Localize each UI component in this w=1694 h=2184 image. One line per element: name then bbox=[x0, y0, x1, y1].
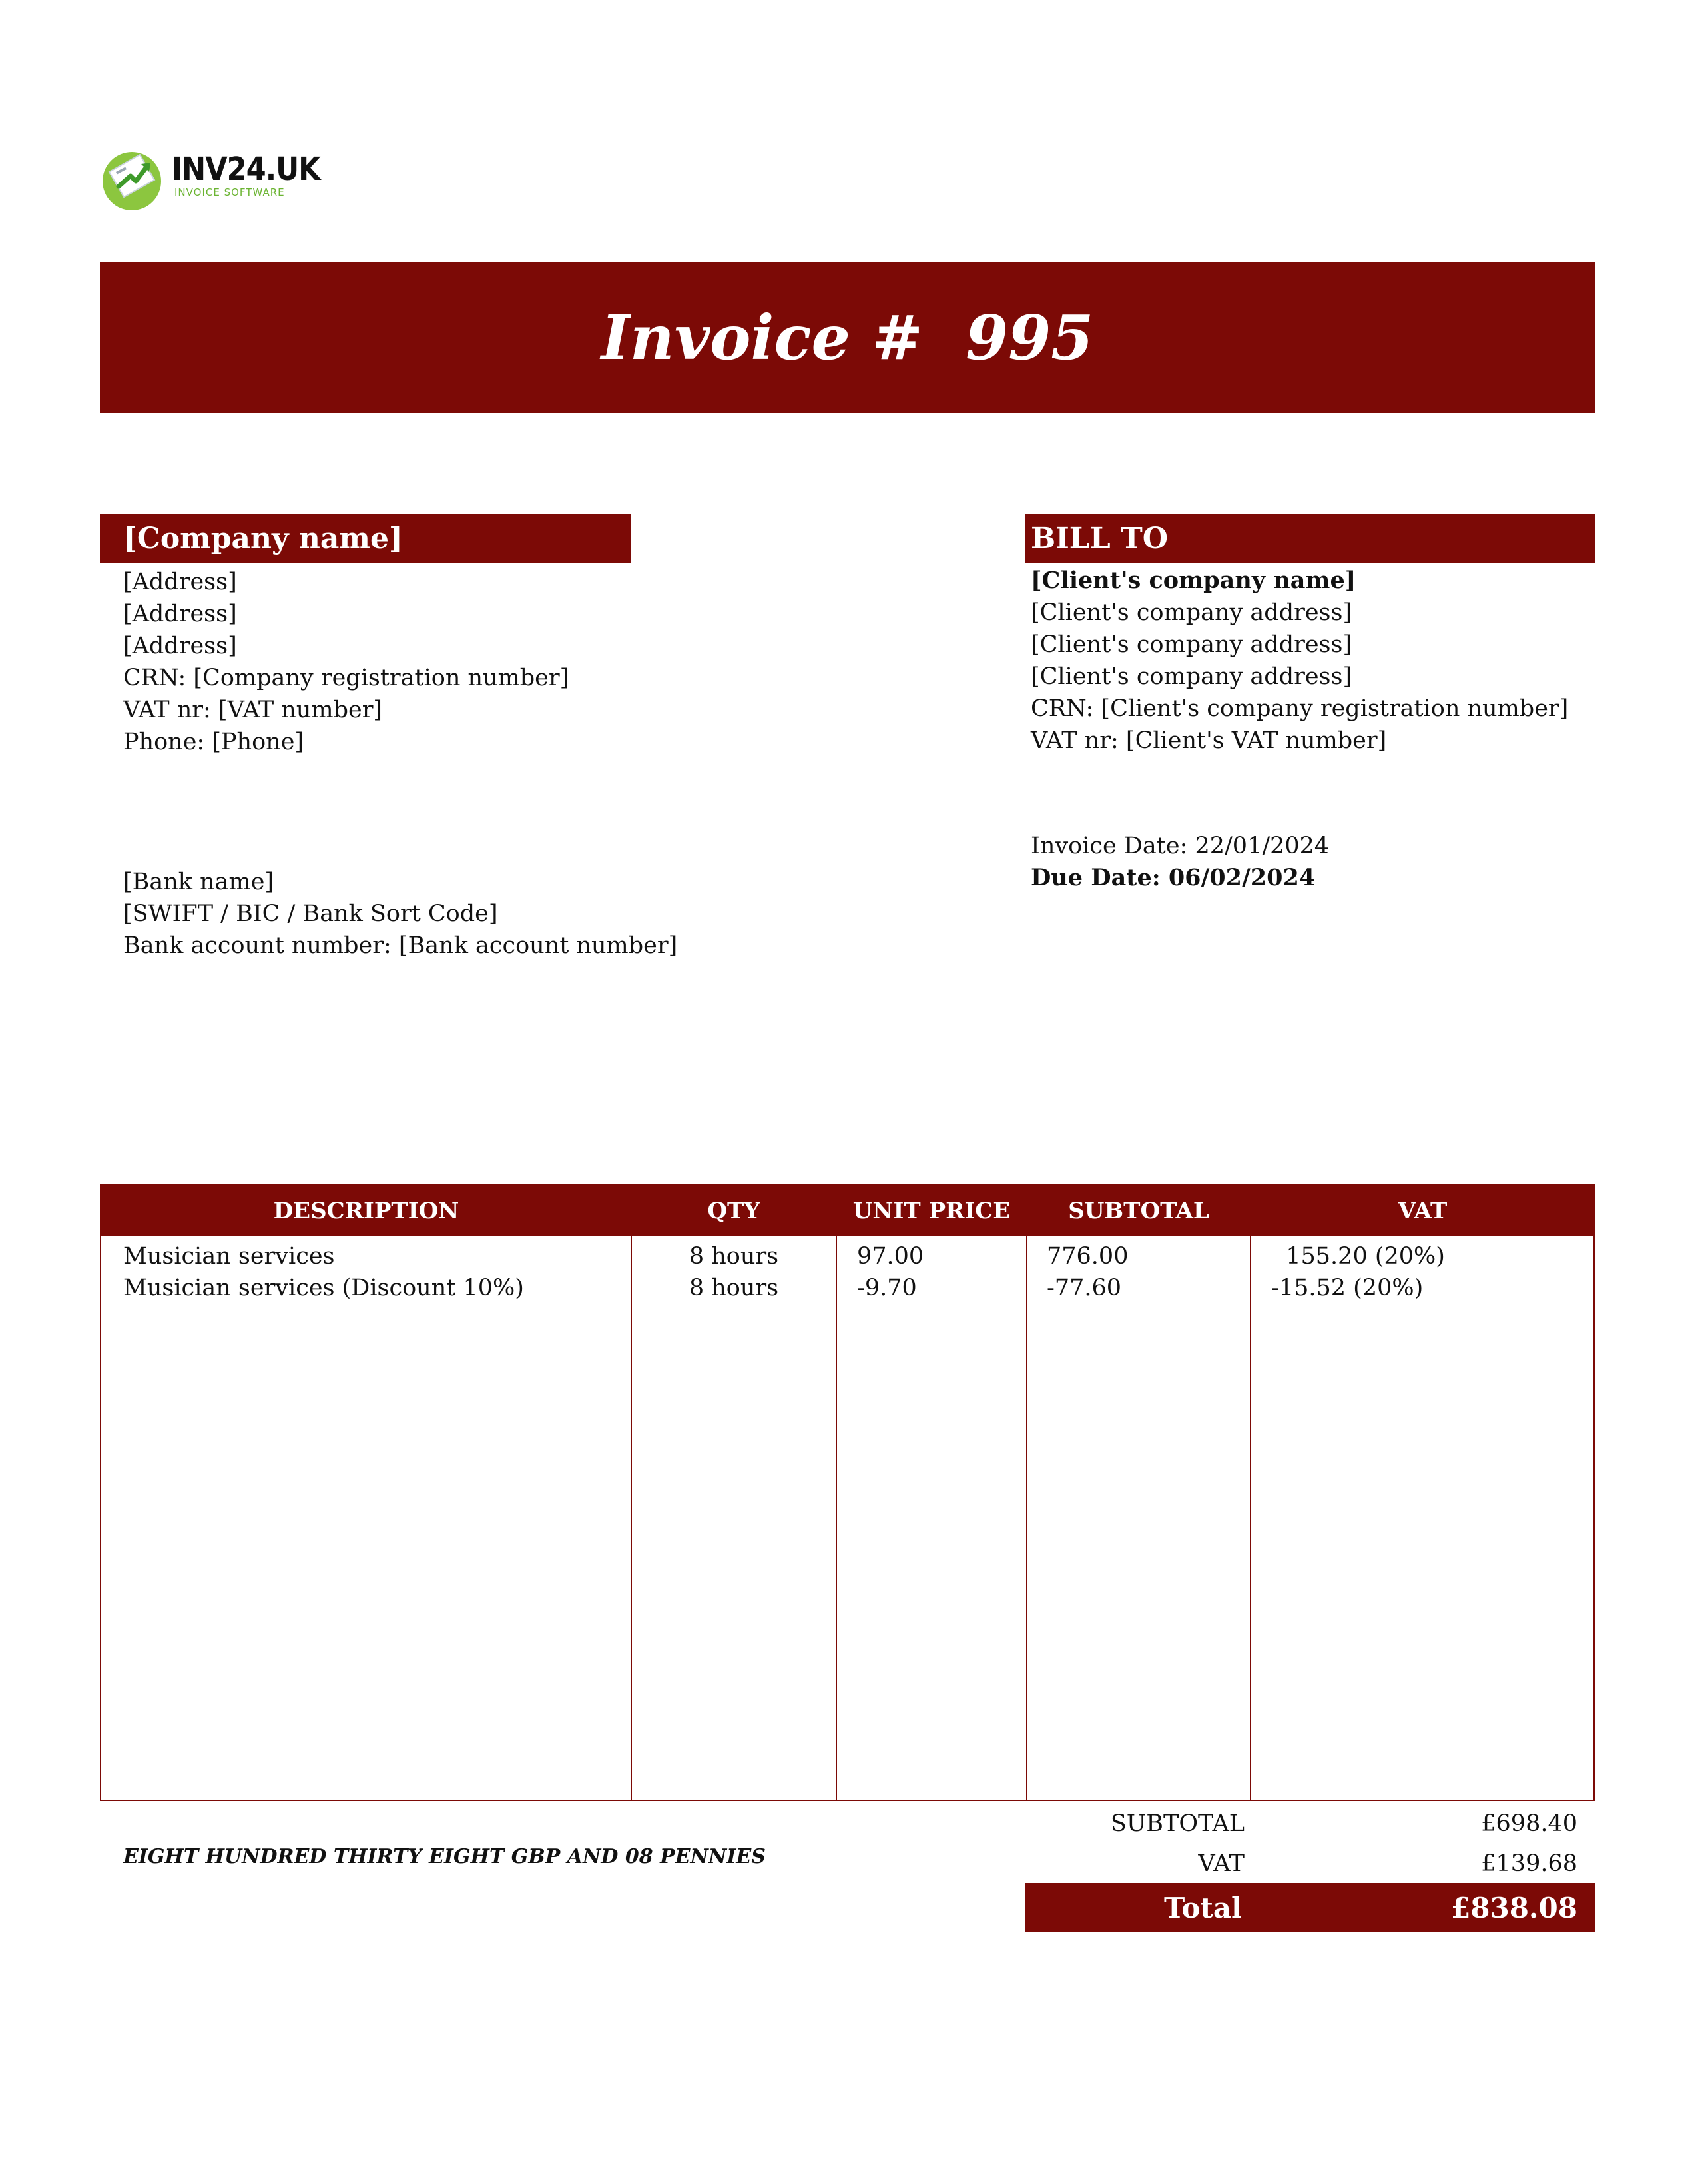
company-crn: CRN: [Company registration number] bbox=[123, 665, 569, 691]
column-header-vat: VAT bbox=[1398, 1198, 1448, 1224]
logo-text: INV24.UK bbox=[172, 151, 320, 188]
total-bar bbox=[1025, 1883, 1595, 1932]
invoice-title: Invoice # 995 bbox=[601, 301, 1094, 374]
table-cell-subtotal: -77.60 bbox=[1047, 1275, 1122, 1301]
company-vat: VAT nr: [VAT number] bbox=[123, 697, 383, 723]
company-phone: Phone: [Phone] bbox=[123, 729, 304, 755]
invoice-logo-icon bbox=[100, 145, 166, 212]
table-header bbox=[101, 1186, 1593, 1236]
bank-account: Bank account number: [Bank account number] bbox=[123, 932, 678, 959]
table-cell-unit-price: -9.70 bbox=[857, 1275, 917, 1301]
table-cell-qty: 8 hours bbox=[689, 1275, 779, 1301]
logo bbox=[100, 141, 320, 208]
client-details bbox=[1031, 565, 1568, 757]
company-name-header: [Company name] bbox=[100, 514, 631, 563]
client-crn: CRN: [Client's company registration number] bbox=[1031, 695, 1569, 722]
due-date: Due Date: 06/02/2024 bbox=[1031, 864, 1316, 891]
column-divider bbox=[1250, 1186, 1251, 1800]
column-divider bbox=[1026, 1186, 1027, 1800]
logo-subtitle: INVOICE SOFTWARE bbox=[174, 186, 285, 198]
table-cell-vat: 155.20 (20%) bbox=[1271, 1243, 1445, 1270]
bank-details bbox=[123, 866, 677, 962]
table-cell-subtotal: 776.00 bbox=[1047, 1243, 1129, 1270]
table-cell-description: Musician services (Discount 10%) bbox=[123, 1275, 524, 1301]
subtotal-label: SUBTOTAL bbox=[1110, 1810, 1245, 1837]
invoice-dates bbox=[1031, 830, 1329, 894]
client-company-name: [Client's company name] bbox=[1031, 567, 1356, 594]
total-label: Total bbox=[1163, 1891, 1242, 1924]
company-address-line: [Address] bbox=[123, 569, 237, 595]
table-cell-unit-price: 97.00 bbox=[857, 1243, 924, 1270]
line-items-table bbox=[100, 1184, 1595, 1801]
column-header-description: DESCRIPTION bbox=[273, 1198, 459, 1224]
client-vat: VAT nr: [Client's VAT number] bbox=[1031, 727, 1387, 754]
subtotal-value: £698.40 bbox=[1481, 1810, 1577, 1837]
table-cell-vat: -15.52 (20%) bbox=[1271, 1275, 1424, 1301]
column-header-subtotal: SUBTOTAL bbox=[1068, 1198, 1209, 1224]
client-address-line: [Client's company address] bbox=[1031, 631, 1352, 658]
vat-value: £139.68 bbox=[1481, 1850, 1577, 1877]
invoice-date: Invoice Date: 22/01/2024 bbox=[1031, 833, 1330, 859]
bank-swift: [SWIFT / BIC / Bank Sort Code] bbox=[123, 901, 498, 927]
company-address-line: [Address] bbox=[123, 633, 237, 659]
title-bar bbox=[100, 262, 1595, 413]
company-address-line: [Address] bbox=[123, 601, 237, 627]
total-value: £838.08 bbox=[1451, 1891, 1577, 1924]
table-cell-description: Musician services bbox=[123, 1243, 335, 1270]
vat-label: VAT bbox=[1198, 1850, 1245, 1877]
amount-in-words: EIGHT HUNDRED THIRTY EIGHT GBP AND 08 PENNIES bbox=[123, 1845, 766, 1868]
column-header-qty: QTY bbox=[707, 1198, 760, 1224]
table-cell-qty: 8 hours bbox=[689, 1243, 779, 1270]
client-address-line: [Client's company address] bbox=[1031, 663, 1352, 690]
client-address-line: [Client's company address] bbox=[1031, 599, 1352, 626]
column-header-unit-price: UNIT PRICE bbox=[852, 1198, 1011, 1224]
company-details bbox=[123, 566, 569, 758]
bank-name: [Bank name] bbox=[123, 869, 274, 895]
bill-to-header: BILL TO bbox=[1025, 514, 1595, 563]
